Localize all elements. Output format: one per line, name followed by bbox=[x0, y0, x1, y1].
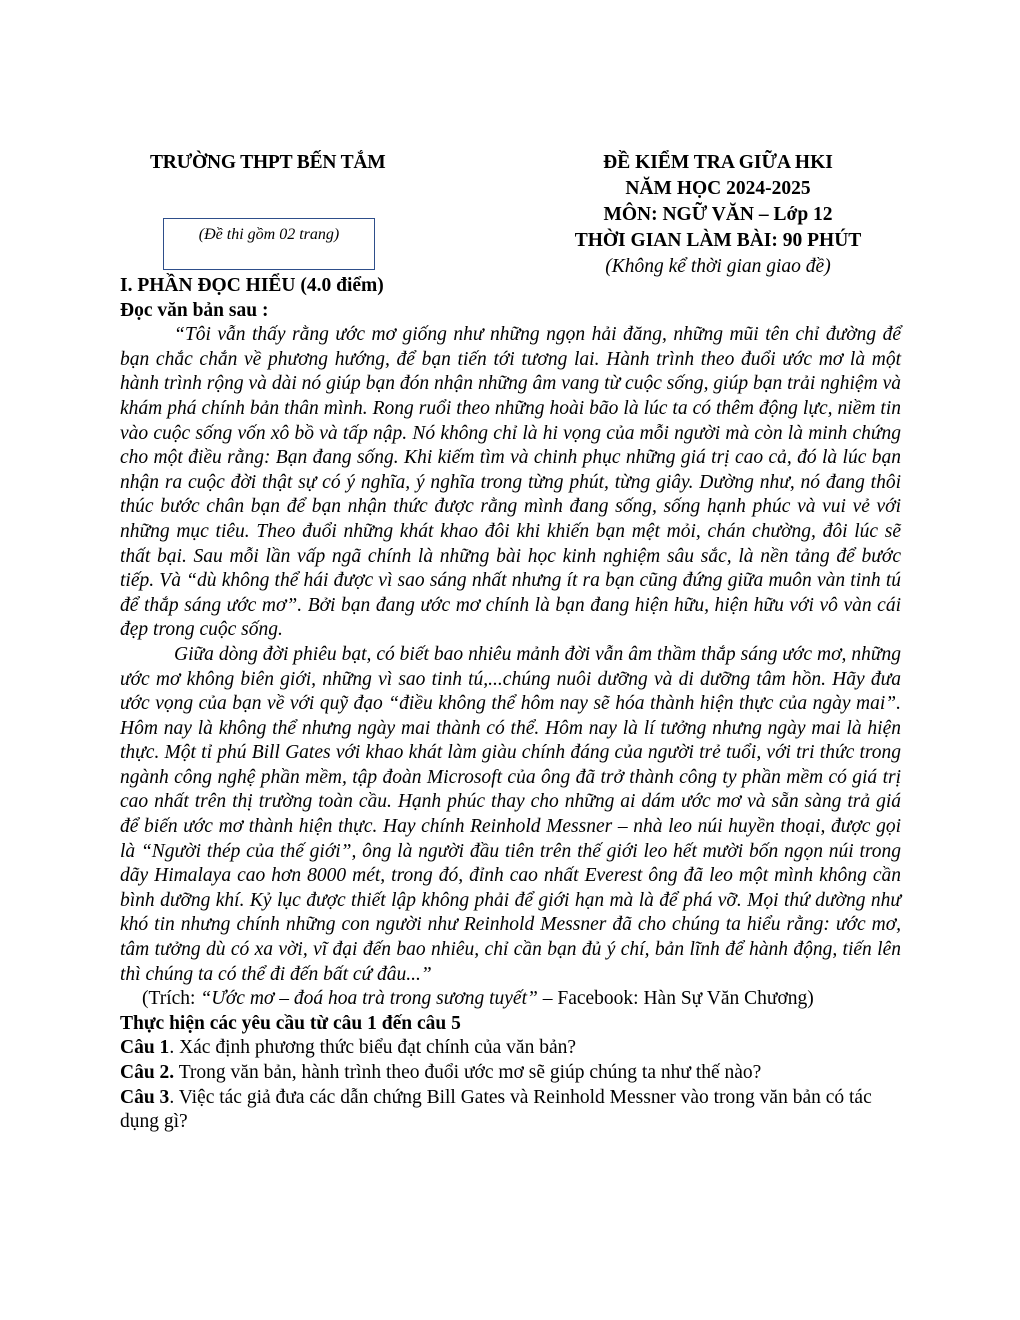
duration-line: THỜI GIAN LÀM BÀI: 90 PHÚT bbox=[574, 230, 862, 251]
question-number: Câu 3 bbox=[120, 1086, 170, 1108]
passage-paragraph-1: “Tôi vẫn thấy rằng ước mơ giống như những ngọn hải đăng, những mũi tên chỉ đường để bạn chắc chắn về phương hướng, để bạn tiến tới tương lai. Hành trình theo đuổi ước mơ là một hành trình rộng và dài nó giúp bạn đón nhận những âm vang từ cuộc sống, giúp bạn trải nghiệm và khám phá chính bản thân mình. Rong ruổi theo những hoài bão là lúc ta có thêm động lực, niềm tin vào cuộc sống vốn xô bồ và tấp nập. Nó không chỉ là hi vọng của mỗi người mà còn là minh chứng cho một điều rằng: Bạn đang sống. Khi kiếm tìm và chinh phục những giá trị cao cả, đó là lúc bạn nhận ra cuộc đời thật sự có ý nghĩa, ý nghĩa trong từng phút, từng giây. Dường như, nó đang thôi thúc bước chân bạn để bạn nhận thức được rằng mình đang sống, sống hạnh phúc và vui vẻ với những mục tiêu. Theo đuổi những khát khao đôi khi khiến bạn mệt mỏi, chán chường, đôi lúc sẽ thất bại. Sau mỗi lần vấp ngã chính là những bài học kinh nghiệm sâu sắc, là nền tảng để bước tiếp. Và “dù không thể hái được vì sao sáng nhất nhưng ít ra bạn cũng đứng giữa muôn vàn tinh tú để thắp sáng ước mơ”. Bởi bạn đang ước mơ chính là bạn đang hiện hữu, hiện hữu với vô vàn cái đẹp trong cuộc sống. bbox=[120, 324, 901, 641]
citation-source: – Facebook: Hàn Sự Văn Chương) bbox=[537, 988, 814, 1010]
page-count-box bbox=[163, 218, 375, 270]
passage-paragraph-2: Giữa dòng đời phiêu bạt, có biết bao nhiêu mảnh đời vẫn âm thầm thắp sáng ước mơ, những ước mơ không biên giới, những vì sao tinh tú,...chúng nuôi dưỡng và di dưỡng tâm hồn. Hãy đưa ước vọng của bạn về với quỹ đạo “điều không thể hôm nay sẽ hóa thành hiện thực của ngày mai”. Hôm nay là không thể nhưng ngày mai thành có thể. Hôm nay là lí tưởng nhưng ngày mai là hiện thực. Một tỉ phú Bill Gates với khao khát làm giàu chính đáng của người trẻ tuổi, với tri thức trong ngành công nghệ phần mềm, tập đoàn Microsoft của ông đã trở thành công ty phần mềm có giá trị cao nhất trên thị trường toàn cầu. Hạnh phúc thay cho những ai dám ước mơ và sẵn sàng trả giá để biến ước mơ thành hiện thực. Hay chính Reinhold Messner – nhà leo núi huyền thoại, được gọi là “Người thép của thế giới”, ông là người đầu tiên trên thế giới leo hết mười bốn ngọn núi trong dãy Himalaya cao hơn 8000 mét, trong đó, đỉnh cao nhất Everest ông đã leo một mình không cần bình dưỡng khí. Kỷ lục được thiết lập không phải để giới hạn mà là để phá vỡ. Mọi thứ dường như khó tin nhưng chính những con người như Reinhold Messner đã cho chúng ta hiểu rằng: ước mơ, tâm tưởng dù có xa vời, vĩ đại đến bao nhiêu, chỉ cần bạn đủ ý chí, bản lĩnh để hành động, tiến lên thì chúng ta có thể đi đến bất cứ đâu...” bbox=[120, 643, 901, 985]
tasks-instruction: Thực hiện các yêu cầu từ câu 1 đến câu 5 bbox=[120, 1012, 461, 1034]
citation-title: “Ước mơ – đoá hoa trà trong sương tuyết” bbox=[200, 988, 538, 1010]
question-text: Trong văn bản, hành trình theo đuổi ước mơ sẽ giúp chúng ta như thế nào? bbox=[174, 1062, 762, 1083]
question-text: . Việc tác giả đưa các dẫn chứng Bill Gates và Reinhold Messner vào trong văn bản có tác dụng gì? bbox=[120, 1086, 872, 1133]
question-3 bbox=[120, 1086, 901, 1135]
page-count-note: (Đề thi gồm 02 trang) bbox=[198, 226, 340, 243]
reading-instruction: Đọc văn bản sau : bbox=[120, 299, 269, 321]
exam-title: ĐỀ KIỂM TRA GIỮA HKI bbox=[603, 152, 833, 173]
question-2 bbox=[120, 1061, 901, 1086]
passage-citation bbox=[120, 987, 901, 1012]
question-text: . Xác định phương thức biểu đạt chính của văn bản? bbox=[169, 1037, 577, 1059]
citation-prefix: (Trích: bbox=[142, 988, 201, 1010]
question-1 bbox=[120, 1036, 901, 1061]
duration-note: (Không kể thời gian giao đề) bbox=[605, 256, 831, 277]
school-name: TRƯỜNG THPT BẾN TẮM bbox=[150, 152, 386, 173]
question-number: Câu 2. bbox=[120, 1062, 175, 1083]
question-number: Câu 1 bbox=[120, 1037, 170, 1059]
subject-line: MÔN: NGỮ VĂN – Lớp 12 bbox=[603, 204, 833, 225]
exam-info-block bbox=[500, 150, 936, 280]
section-title: I. PHẦN ĐỌC HIỂU (4.0 điểm) bbox=[120, 275, 384, 296]
reading-section bbox=[120, 274, 901, 1135]
school-year: NĂM HỌC 2024-2025 bbox=[625, 178, 811, 199]
